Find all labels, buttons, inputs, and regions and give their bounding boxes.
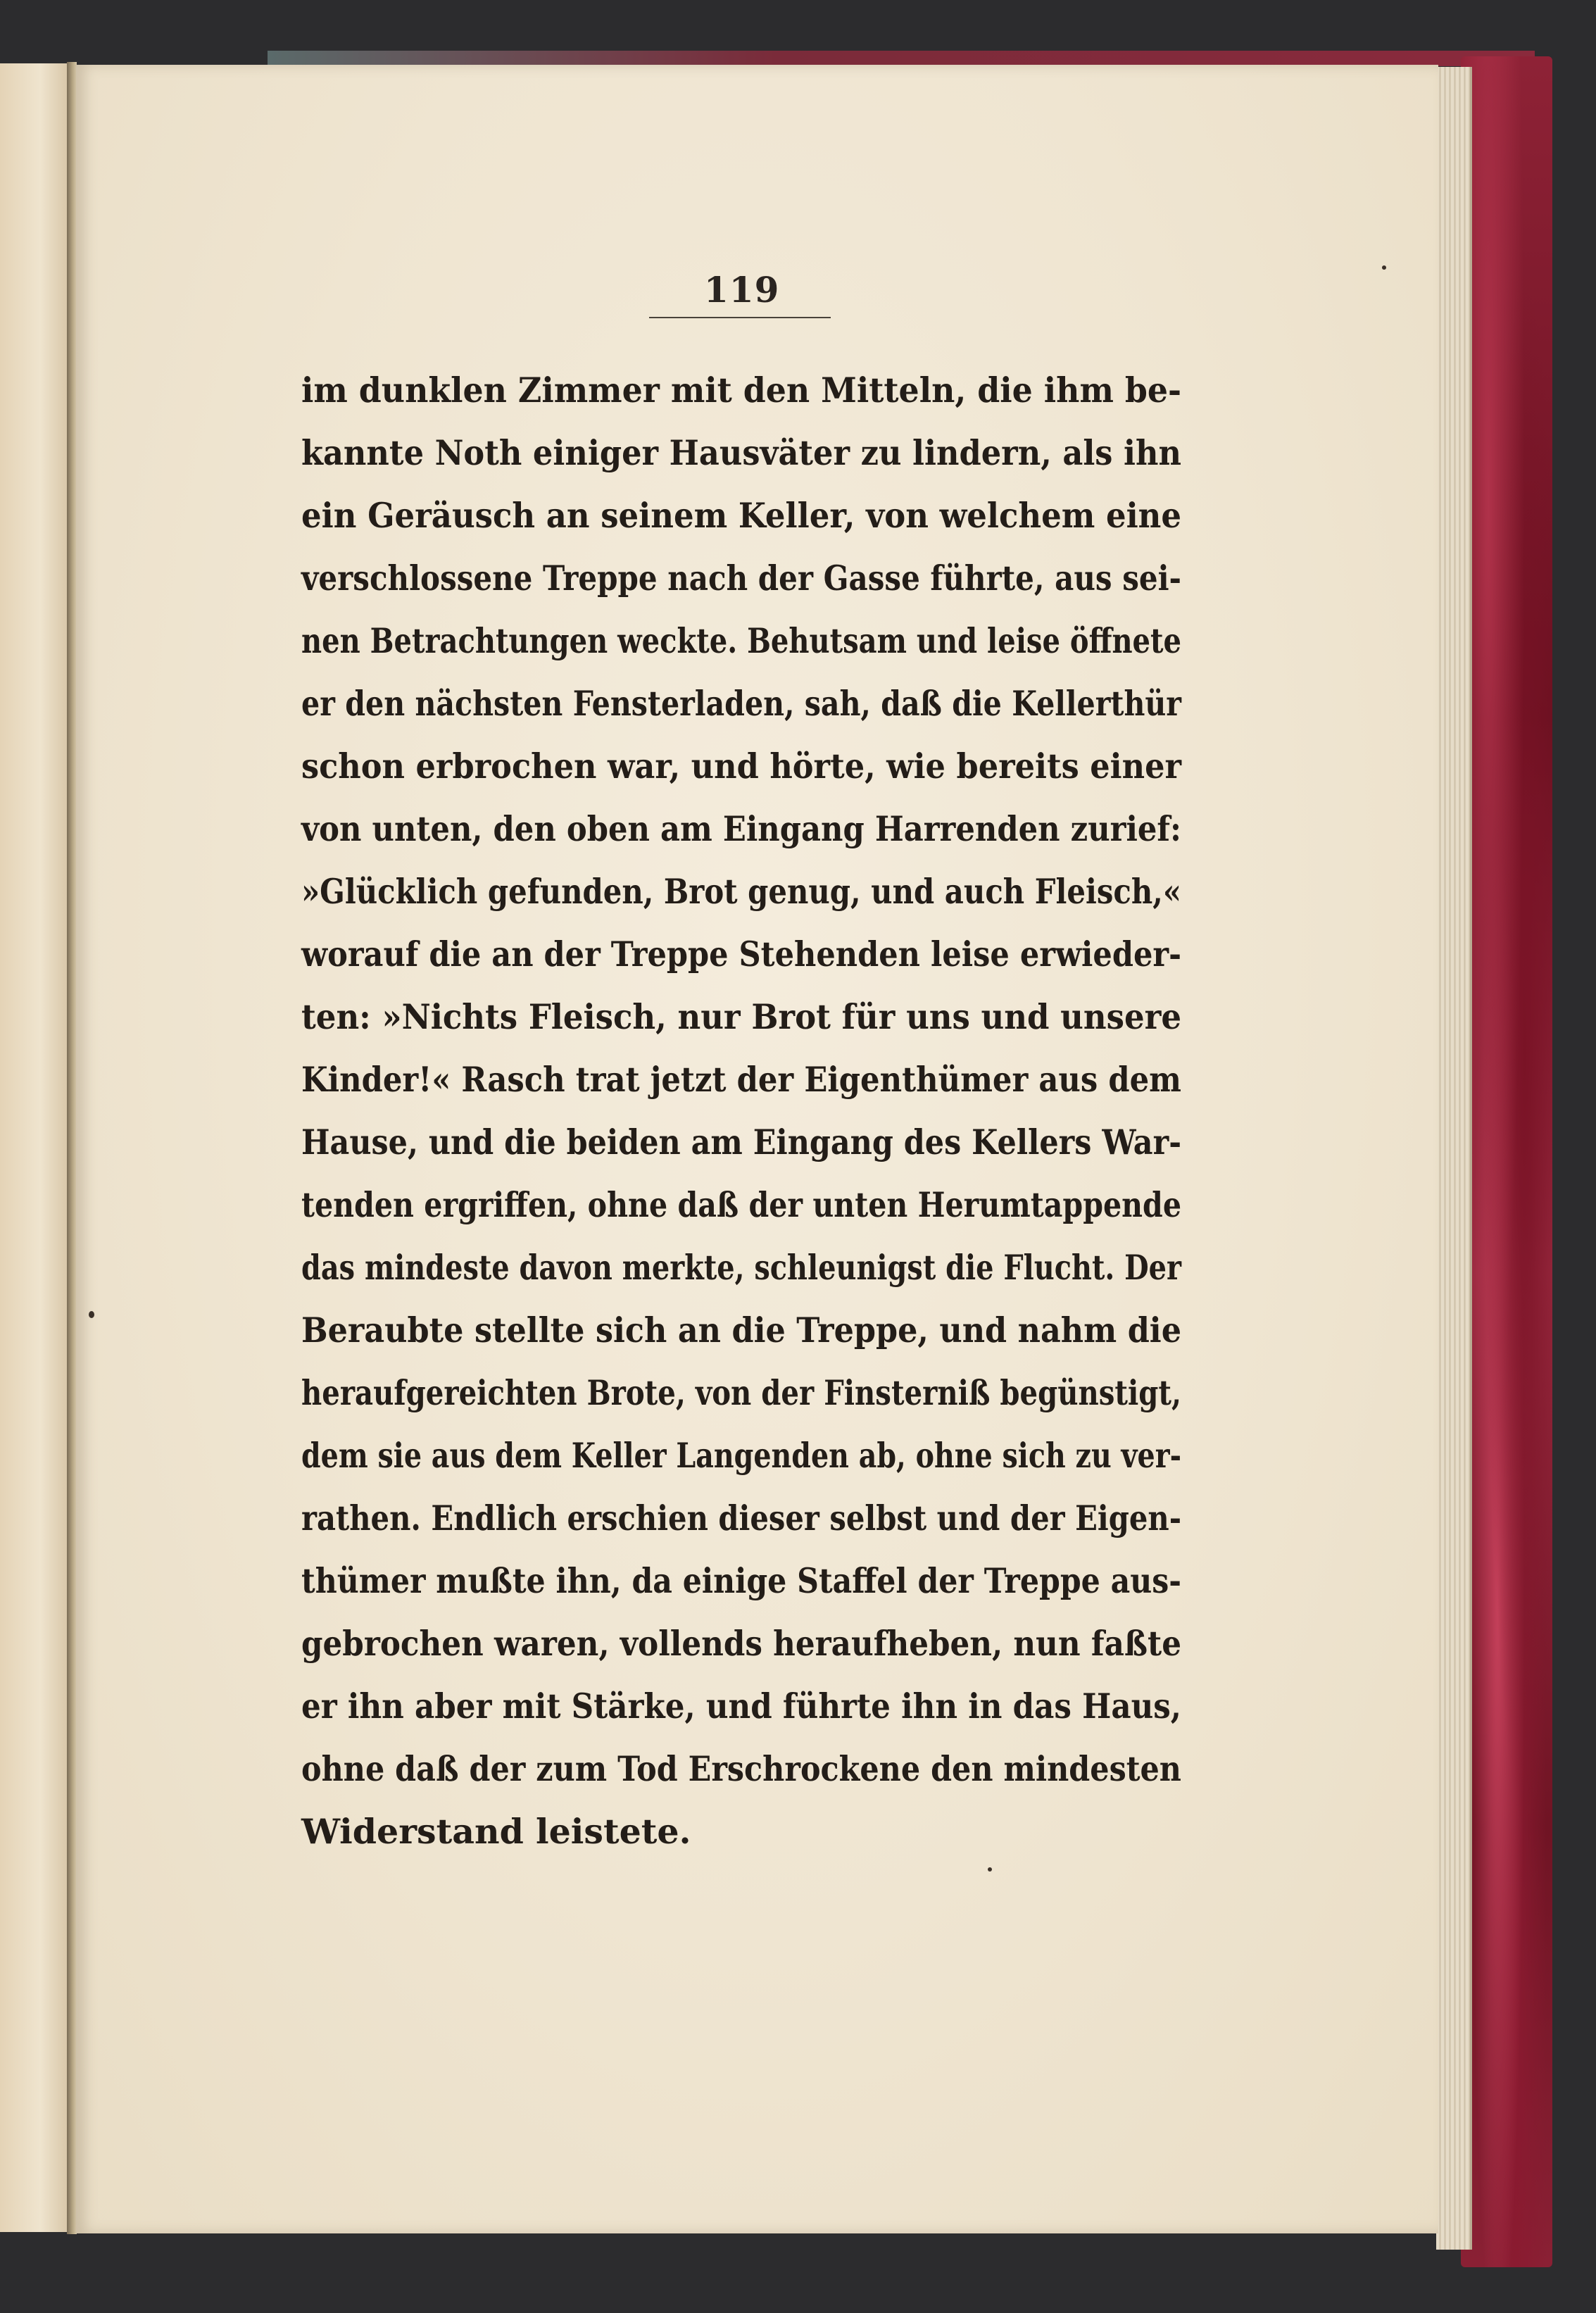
text-line: schon erbrochen war, und hörte, wie bereits einer: [301, 746, 1181, 786]
text-line: von unten, den oben am Eingang Harrenden zurief:: [301, 808, 1181, 849]
book-gutter: [67, 62, 77, 2234]
paper-speck: [988, 1867, 992, 1872]
text-line: »Glücklich gefunden, Brot genug, und auch Fleisch,«: [301, 871, 1181, 912]
text-line: im dunklen Zimmer mit den Mitteln, die ihm be-: [301, 370, 1181, 410]
page-leaf-edges: [1436, 67, 1472, 2250]
text-line: Kinder!« Rasch trat jetzt der Eigenthümer aus dem: [301, 1059, 1181, 1100]
text-line: dem sie aus dem Keller Langenden ab, ohne sich zu ver-: [301, 1435, 1181, 1476]
text-line: er ihn aber mit Stärke, und führte ihn in das Haus,: [301, 1686, 1181, 1726]
text-line: gebrochen waren, vollends heraufheben, nun faßte: [301, 1623, 1181, 1664]
page-number-rule: [649, 317, 831, 318]
text-line: verschlossene Treppe nach der Gasse führte, aus sei-: [301, 558, 1181, 598]
text-line: das mindeste davon merkte, schleunigst die Flucht. Der: [301, 1247, 1181, 1288]
paper-speck: [89, 1311, 94, 1318]
paper-speck: [1382, 265, 1386, 270]
body-text: [301, 359, 1181, 1863]
text-line: ten: »Nichts Fleisch, nur Brot für uns und unsere: [301, 996, 1181, 1037]
text-line: er den nächsten Fensterladen, sah, daß die Kellerthür: [301, 683, 1181, 724]
marbled-book-cover: [1461, 56, 1552, 2267]
page-number: 119: [704, 269, 780, 311]
book-cover-top-edge: [268, 51, 1535, 66]
text-line: nen Betrachtungen weckte. Behutsam und leise öffnete: [301, 620, 1181, 661]
text-line: ohne daß der zum Tod Erschrockene den mindesten: [301, 1748, 1181, 1789]
text-line: kannte Noth einiger Hausväter zu lindern, als ihn: [301, 432, 1181, 473]
text-line: rathen. Endlich erschien dieser selbst und der Eigen-: [301, 1498, 1181, 1538]
text-line: worauf die an der Treppe Stehenden leise erwieder-: [301, 934, 1181, 974]
left-page-edge: [0, 63, 68, 2232]
text-line: Hause, und die beiden am Eingang des Kellers War-: [301, 1122, 1181, 1162]
text-line: thümer mußte ihn, da einige Staffel der Treppe aus-: [301, 1560, 1181, 1601]
text-line: Widerstand leistete.: [301, 1811, 691, 1852]
text-line: heraufgereichten Brote, von der Finsterniß begünstigt,: [301, 1372, 1181, 1413]
text-line: ein Geräusch an seinem Keller, von welchem eine: [301, 495, 1181, 536]
text-line: Beraubte stellte sich an die Treppe, und nahm die: [301, 1310, 1181, 1350]
text-line: tenden ergriffen, ohne daß der unten Herumtappende: [301, 1184, 1181, 1225]
